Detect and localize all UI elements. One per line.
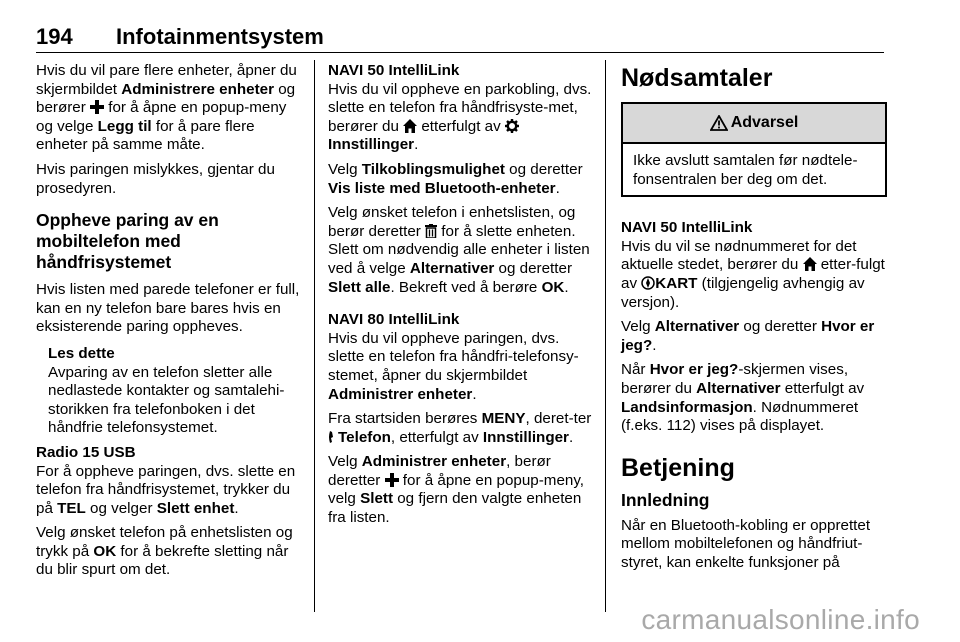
text: . [652,336,657,354]
text: , etterfulgt av [390,428,483,446]
ui-term: Slett [360,490,394,508]
text: for å bekrefte sletting når du blir spurt om det. [36,542,289,579]
text: . [472,385,477,403]
text: og deretter [494,259,573,277]
ui-term: Alternativer [654,318,740,336]
paragraph [328,204,592,297]
ui-term: OK [93,542,117,560]
text: Velg [328,160,362,178]
ui-term: Tilkoblingsmulighet [361,160,505,178]
phone-icon [328,430,338,444]
ui-term: TEL [57,499,86,517]
text: . Nødnummeret (f.eks. 112) vises på displayet. [621,398,859,435]
text: . [414,136,419,154]
watermark: carmanualsonline.info [641,604,920,635]
warning-triangle-icon [710,115,728,131]
home-icon [403,119,417,133]
text: for å pare flere enheter på samme måte. [36,117,255,154]
text: . [568,428,574,446]
text: og berører [36,80,296,117]
text: og fjern den valgte enheten fra listen. [328,490,582,527]
ui-term: Slett enhet [156,499,235,517]
subsection-heading: NAVI 50 IntelliLink [621,219,753,237]
text: Hvis du vil se nødnummeret for det aktuelle stedet, berører du [621,237,857,274]
note-box [48,345,302,438]
ui-term: Administrer enheter [328,385,473,403]
section-heading: Oppheve paring av en mobiltelefon med håndfrisystemet [36,210,219,273]
warning-title: Advarsel [730,113,799,131]
plus-icon [90,100,104,114]
text: og deretter [739,318,822,336]
note-text: Avparing av en telefon sletter alle nedlastede kontakter og samtalehi-storikken fra telefonboken i det håndfrie telefonsystemet. [48,363,285,437]
ui-term: Administrere enheter [121,80,275,98]
paragraph [621,238,887,312]
text: Velg [328,453,362,471]
home-icon [803,257,817,271]
paragraph [621,318,887,355]
paragraph [328,453,592,527]
text: for å åpne en popup-meny, velg [328,471,585,508]
text: etter-fulgt av [621,256,885,292]
paragraph: Hvis listen med parede telefoner er full, kan en ny telefon bare bares hvis en eksisterende paring oppheves. [36,281,300,336]
ui-term: Landsinformasjon [621,398,753,416]
subsection-heading: Innledning [621,489,710,510]
page-number: 194 [36,24,73,49]
gear-icon [505,119,519,133]
text: Hvis du vil oppheve paringen, dvs. slette en telefon fra håndfri-telefonsy-stemet, åpner du skjermbildet [328,329,579,384]
ui-term: Alternativer [409,259,495,277]
text: for å åpne en popup-meny og velge [36,99,287,135]
ui-term: Telefon [338,428,391,446]
subsection-heading: Radio 15 USB [36,443,136,461]
text: . [234,499,239,517]
ui-term: Hvor er jeg? [649,361,739,379]
header-rule [36,52,884,53]
paragraph [328,161,592,198]
ui-term: KART [655,274,698,292]
text: Hvis du vil pare flere enheter, åpner du skjermbildet [36,62,297,98]
text: (tilgjengelig avhengig av versjon). [621,274,865,311]
text: -skjermen vises, berører du [621,361,849,397]
text: . Bekreft ved å berøre [390,278,542,296]
text: etterfulgt av [417,117,505,135]
text: Velg ønsket telefon på enhetslisten og trykk på [36,524,293,560]
column-2 [328,62,592,534]
trash-icon [425,224,437,238]
text: . [555,179,560,197]
text: , deret-ter [525,410,592,428]
text: Hvis du vil oppheve en parkobling, dvs. slette en telefon fra håndfrisyste-met, berører du [328,80,592,135]
ui-term: Innstillinger [328,136,415,154]
warning-header [623,104,885,144]
ui-term: Administrer enheter [361,453,507,471]
ui-term: Vis liste med Bluetooth-enheter [328,179,556,197]
note-title: Les dette [48,344,115,362]
ui-term: OK [541,278,565,296]
column-1 [36,62,302,586]
text: For å oppheve paringen, dvs. slette en telefon fra håndfrisystemet, trykker du på [36,462,296,517]
paragraph [328,330,592,404]
ui-term: Slett alle [328,278,391,296]
text: etterfulgt av [780,379,865,397]
text: for å slette enheten. Slett om nødvendig alle enheter i listen ved å velge [328,222,590,277]
column-3 [621,64,887,579]
warning-box [621,102,887,197]
map-icon [641,276,655,290]
text: og velger [85,499,157,517]
ui-term: Hvor er jeg? [621,318,875,354]
ui-term: Innstillinger [482,428,569,446]
text: og deretter [504,160,583,178]
paragraph [36,524,302,580]
text: . [564,278,569,296]
paragraph: Når en Bluetooth-kobling er opprettet mellom mobiltelefonen og håndfriut-styret, kan enkelte funksjoner på [621,516,871,571]
section-heading: Nødsamtaler [621,64,773,92]
text: Velg [621,318,655,336]
text: Velg ønsket telefon i enhetslisten, og berør deretter [328,204,576,240]
paragraph [328,410,592,447]
paragraph: Hvis paringen mislykkes, gjentar du prosedyren. [36,160,275,197]
warning-text: Ikke avslutt samtalen før nødtele-fonsentralen ber deg om det. [633,152,858,188]
ui-term: MENY [481,410,526,428]
ui-term: Alternativer [696,379,781,397]
column-divider-1 [314,60,315,612]
section-heading: Betjening [621,453,735,482]
subsection-heading: NAVI 80 IntelliLink [328,311,460,329]
text: Fra startsiden berøres [328,410,482,428]
text: Når [621,361,650,379]
plus-icon [385,473,399,487]
text: , berør deretter [328,453,551,489]
ui-term: Legg til [97,117,152,135]
subsection-heading: NAVI 50 IntelliLink [328,62,460,79]
paragraph [36,62,302,155]
paragraph [328,81,592,155]
paragraph [36,463,302,519]
column-divider-2 [605,60,606,612]
paragraph [621,361,887,435]
page-title: Infotainmentsystem [116,24,324,49]
